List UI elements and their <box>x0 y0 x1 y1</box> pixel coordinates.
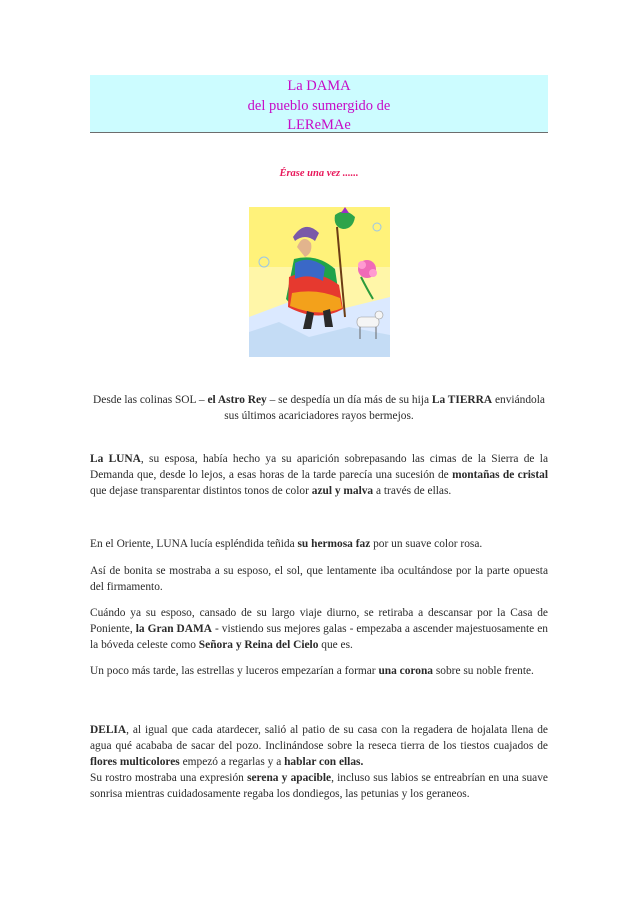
title-line-2: del pueblo sumergido de <box>247 97 391 114</box>
p5-segment-1: la Gran DAMA <box>135 623 212 635</box>
paragraph-4 <box>90 563 548 595</box>
p7-segment-2: flores multicolores <box>90 756 180 768</box>
p8-segment-2: , incluso sus labios se entreabrían en una suave sonrisa mientras cuidadosamente regaba los dondiegos, las petunias y los geraneos. <box>90 772 548 800</box>
p5-segment-4: que es. <box>318 639 353 651</box>
p5-segment-3: Señora y Reina del Cielo <box>198 639 319 651</box>
paragraph-5 <box>90 605 548 653</box>
p2-segment-2: montañas de cristal <box>452 469 548 481</box>
p2-segment-0: La LUNA <box>90 453 141 465</box>
p3-segment-1: su hermosa faz <box>297 538 371 550</box>
p6-segment-1: una corona <box>378 665 433 677</box>
p2-segment-1: , su esposa, había hecho ya su aparición sobrepasando las cimas de la Sierra de la Demanda que, desde lo lejos, a esas horas de la tarde parecía una sucesión de <box>90 453 548 481</box>
paragraph-2 <box>90 451 548 499</box>
story-illustration <box>249 207 390 357</box>
p1-segment-2: – se despedía un día más de su hija <box>266 394 432 406</box>
p8-segment-0: Su rostro mostraba una expresión <box>90 772 248 784</box>
p7-segment-4: hablar con ellas. <box>284 756 364 768</box>
p7-segment-0: DELIA <box>90 724 127 736</box>
p4-segment-0: Así de bonita se mostraba a su esposo, el sol, que lentamente iba ocultándose por la parte opuesta del firmamento. <box>90 565 548 593</box>
title-line-1: La DAMA <box>287 78 351 94</box>
p6-segment-2: sobre su noble frente. <box>433 665 534 677</box>
p3-segment-2: por un suave color rosa. <box>370 538 483 550</box>
p6-segment-0: Un poco más tarde, las estrellas y luceros empezarían a formar <box>90 665 379 677</box>
paragraph-3 <box>90 536 548 552</box>
title-banner <box>90 75 548 133</box>
p1-segment-1: el Astro Rey <box>207 394 267 406</box>
p1-segment-0: Desde las colinas SOL – <box>93 394 208 406</box>
p1-segment-4: enviándola sus últimos acariciadores rayos bermejos. <box>224 394 545 422</box>
p5-segment-0: Cuándo ya su esposo, cansado de su largo viaje diurno, se retiraba a descansar por la Casa de Poniente, <box>90 607 548 635</box>
p2-segment-4: azul y malva <box>311 485 374 497</box>
p7-segment-3: empezó a regarlas y a <box>179 756 285 768</box>
paragraph-7 <box>90 722 548 770</box>
subtitle: Érase una vez ...... <box>279 168 359 179</box>
p3-segment-0: En el Oriente, LUNA lucía espléndida teñida <box>90 538 298 550</box>
p1-segment-3: La TIERRA <box>431 394 493 406</box>
p5-segment-2: - vistiendo sus mejores galas - empezaba a ascender majestuosamente en la bóveda celeste como <box>90 623 548 651</box>
p8-segment-1: serena y apacible <box>247 772 332 784</box>
paragraph-1 <box>90 392 548 424</box>
p7-segment-1: , al igual que cada atardecer, salió al patio de su casa con la regadera de hojalata llena de agua qué acababa de sacar del pozo. Inclinándose sobre la reseca tierra de los tiestos cuajados de <box>90 724 548 752</box>
p2-segment-3: que dejase transparentar distintos tonos de color <box>90 485 312 497</box>
paragraph-6 <box>90 663 548 679</box>
title-line-3: LEReMAe <box>287 117 351 133</box>
paragraph-8 <box>90 770 548 802</box>
p2-segment-5: a través de ellas. <box>373 485 452 497</box>
